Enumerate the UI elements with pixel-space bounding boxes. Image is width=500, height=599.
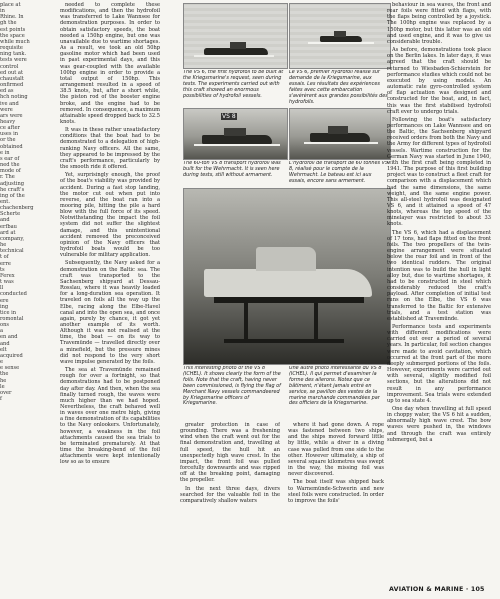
cropped-line: erre	[0, 260, 11, 267]
cropped-line: ning tank.	[0, 51, 27, 58]
cropped-line: requisite	[0, 45, 23, 52]
cropped-line: or the	[0, 137, 16, 144]
cropped-line: erfbau	[0, 223, 17, 230]
cropped-line: ons	[0, 322, 9, 329]
cropped-line: Ferex	[0, 272, 15, 279]
paragraph: behaviour in sea waves, the front and rear foils were fitted with flaps, with the flaps being controlled by a joystick. The 100hp engine was replaced by a 150hp motor, but this latter was an old and used engine, and it was to give us considerable trouble.	[387, 2, 491, 45]
cropped-line: Scherte	[0, 211, 21, 218]
text-column-3	[288, 422, 384, 582]
left-cropped-column	[0, 2, 40, 592]
cropped-line: he	[0, 377, 7, 384]
cropped-line: chaustalt	[0, 75, 24, 82]
cropped-line: t of	[0, 254, 9, 261]
cropped-line: heavy	[0, 118, 16, 125]
paragraph: Yet, surprisingly enough, the proof of the boat's viability was provided by accident. During a fast stop landing, the motor cut out when put into reverse, and the boat ran into a mooring pile, hitting the pile a hard blow with the full force of its speed. Notwithstanding the impact the foil system did not suffer the slightest damage, and this unintentional accident removed the preconceived opinion of the Navy officers that hydrofoil boats would be too vulnerable for military application.	[60, 172, 160, 259]
paragraph: Following the boat's satisfactory performances on Lake Wannsee and on the Baltic, the Sachsenberg shipyard received orders from both the Navy and the Army for different types of hydrofoil vessels. Wartime construction for the German Navy was started in June 1940, with the first craft being completed in 1941. The purpose of this first building project was to construct a fleet craft for comparison with a displacement which had the same dimensions, the same weight, and the same engine power. This all-steel hydrofoil was designated VS 6, and it attained a speed of 47 knots, whereas the top speed of the minelayer was restricted to about 33 knots.	[387, 116, 491, 228]
text-column-1	[60, 2, 160, 577]
cropped-line: e	[0, 359, 4, 366]
paragraph: As before, demonstrations took place on the Berlin lakes. In later days, it was agreed that the craft should be returned to Wiesbaden-Schierstein for performance studies which could not be executed by using models. An automatic rate gyro-controlled system of flap actuation was designed and constructed for the boat, and, in fact, this was the first stabilised hydrofoil craft ever to undergo trials.	[387, 47, 491, 115]
cropped-line: e sense	[0, 365, 20, 372]
cropped-line: the space	[0, 32, 25, 39]
cropped-line: in	[0, 8, 5, 15]
cropped-line: ing	[0, 303, 9, 310]
cropped-line: tests were	[0, 57, 27, 64]
text-column-2	[180, 422, 280, 582]
cropped-line: ed out at	[0, 69, 23, 76]
photo-number-badge: VS 8	[222, 113, 236, 120]
cropped-line: hch noting	[0, 94, 28, 101]
paragraph: Performance tests and experiments with different modifications were carried out over a period of several years. In particular, foil section changes were made to avoid cavitation, which occurred at the front part of the more deeply submerged portions of the foils. However, experiments were carried out with several, slightly modified foil sections, but the alterations did not result in any performance improvement. Sea trials were extended up to sea state 4.	[387, 323, 491, 404]
cropped-line: tice in	[0, 309, 17, 316]
paragraph: greater protection in case of grounding. There was a freshening wind when the craft went out for the final demonstration and, travelling at full speed, the hull hit an unexpectedly high wave crest. In the impact, the front foil was pulled forcefully downwards and was ripped off at the breaking point, damaging the propeller.	[180, 422, 280, 484]
photo-vs6-hull	[183, 3, 288, 69]
paragraph: It was in these rather unsatisfactory conditions that the boat had to be demonstrated to a delegation of high-ranking Navy officers. All the same, they appeared to be impressed by the craft's performance, particularly by the smooth ride it offered.	[60, 127, 160, 171]
cropped-line: and	[0, 340, 10, 347]
cropped-line: elt	[0, 346, 7, 353]
caption-english: The 60-ton VS 8 transport hydrofoil was built for the Wehrmacht. It is seen here during tests, still without armament.	[183, 161, 281, 178]
cropped-line: place at	[0, 2, 21, 8]
cropped-line: technical	[0, 248, 24, 255]
cropped-line: chachenberg	[0, 205, 34, 212]
cropped-line: company,	[0, 235, 25, 242]
cropped-line: ing of the	[0, 192, 25, 199]
cropped-line: and	[0, 217, 10, 224]
caption-french: Le VS 6, premier hydrofoil réalisé sur demande de la Kriegsmarine, aux essais. Les résultats des expériences faites avec cette embarcation s'avérèrent aux grandes possibilités des hydrofoils.	[289, 70, 388, 105]
caption-french: Une autre photo intéressante du VS 8 (ICHEL). Il qui permet d'examiner la forme des ailerons. Notez que ce bâtiment, n'étant jamais entré en service, se pavillon des vestes de la marine marchande commandées par des officiers de la Kriegsmarine.	[289, 366, 382, 407]
cropped-line: onfirmed	[0, 82, 24, 89]
cropped-line: uses in	[0, 131, 19, 138]
cropped-line: ars were	[0, 112, 23, 119]
cropped-line: a	[0, 328, 4, 335]
cropped-line: romontal	[0, 315, 24, 322]
cropped-line: ere	[0, 297, 9, 304]
cropped-line: ned the	[0, 162, 20, 169]
cropped-line: ive and	[0, 100, 19, 107]
caption-french: L'hydrofoil de transport de 60 tonnes VS 8, réalisé pour le compte de la Wehrmacht. Le bateau est ici aux essais, encore sans armement.	[289, 161, 389, 184]
cropped-line: he craft's	[0, 186, 25, 193]
cropped-line: ce after	[0, 125, 20, 132]
paragraph: where it had gone down. A rope was fastened between two ships, and the ships moved forward little by little, while a diver in a diving case was pulled from one side to the other. However ultimately, a ship of several square kilometres was swept in the way, the missing foil was never discovered.	[288, 422, 384, 478]
caption-english: This interesting photo of the VS 8 (ICHEL). It shows clearly the form of the foils. Note that the craft, having never been commissioned, is flying the flag of Merchant Navy vessels commandeered by Kriegsmarine officers of Kriegsmarine.	[183, 366, 281, 407]
cropped-line: est points	[0, 26, 26, 33]
cropped-line: ts	[0, 266, 5, 273]
cropped-line: he	[0, 242, 7, 249]
cropped-line: were	[0, 106, 13, 113]
cropped-line: le	[0, 383, 5, 390]
paragraph: One day when travelling at full speed in choppy water, the VS 6 hit a sudden, abnormally high wave crest. The bow waves were pushed in, the windows and through the craft was entirely submerged, but a	[387, 406, 491, 443]
cropped-line: ard at	[0, 229, 16, 236]
cropped-line: over	[0, 389, 12, 396]
cropped-line: control	[0, 63, 19, 70]
cropped-line: the	[0, 371, 9, 378]
cropped-line: mode of	[0, 168, 21, 175]
paragraph: The sea at Travemünde remained rough for over a fortnight, so that demonstrations had to be postponed day after day. And then, when the sea finally turned rough, the waves were much higher than we had hoped. Nevertheless, the craft behaved well in waves over one metre high, giving a fine demonstration of its capabilities to the Navy onlookers. Unfortunately, however, a weakness in the foil attachments caused the sea trials to be terminated prematurely. At that time the breaking-bend of the foil attachments were kept intentionally low so as to ensure	[60, 367, 160, 466]
photo-vs8-tests	[183, 108, 288, 160]
paragraph: The boat itself was shipped back to Warnemünde-Schwerin and new steel foils were constructed. In order to improve the foils'	[288, 479, 384, 504]
text-column-4	[387, 2, 491, 577]
cropped-line: conducted	[0, 291, 27, 298]
photo-vs6-on-water	[289, 3, 391, 69]
paragraph: Subsequently, the Navy asked for a demonstration on the Baltic sea. The craft was transported to the Sachsenberg shipyard at Dessau-Rosslau, where it was heavily loaded for a long-duration sea operation. It traveled on foils all the way up the Elbe, racing along the Elbe-Havel canal and into the open sea, and once again, purely by chance, it got yet another example of its worth. Although it was not realised at the time, the boat — on its way to Travemünde — travelled directly over a minefield, but the pressure mines did not respond to the very short wave impulse generated by the foils.	[60, 260, 160, 365]
photo-vs8-foils	[289, 108, 391, 160]
cropped-line: ed as	[0, 88, 14, 95]
cropped-line: t was	[0, 279, 14, 286]
paragraph: needed to complete these modifications, and then the hydrofoil was transferred to Lake Wannsee for demonstration purposes. In order to obtain satisfactory speeds, the boat needed a 150hp engine, but one was unavailable due to wartime shortages. As a result, we took an old 50hp gasoline motor which had been used in past experimental days, and this was gear-coupled with the available 100hp engine in order to provide a total output of 150hp. This arrangement resulted in a speed of 38.5 knots, but, after a short while, the piston rod of the booster engine broke, and the engine had to be removed. In consequence, a maximum attainable speed dropped back to 32.5 knots.	[60, 2, 160, 125]
cropped-line: ent.	[0, 199, 10, 205]
cropped-line: acquired	[0, 352, 23, 359]
cropped-line: s ear of	[0, 155, 20, 162]
paragraph: The VS 6, which had a displacement of 17 tons, had flaps fitted on the front foils. The two propellers of the twin-engine arrangement were situated below the rear foil and in front of the two identical rudders. The original intention was to build the hull in light alloy but, due to wartime shortages, it had to be constructed in steel which considerably reduced the craft's payload. After completion of initial test runs on the Elbe, the VS 6 was transferred to the Baltic for extensive trials, and a test station was established at Travemünde.	[387, 229, 491, 322]
cropped-line: Rhine. In	[0, 14, 24, 21]
cropped-line: adjusting	[0, 180, 24, 187]
cropped-line: gh the	[0, 20, 17, 27]
cropped-line: en and	[0, 334, 18, 341]
cropped-line: ll	[0, 285, 4, 292]
cropped-line: e in	[0, 149, 10, 156]
page-footer: AVIATION & MARINE · 105	[389, 586, 485, 593]
photo-vs8-large	[183, 188, 391, 365]
paragraph: In the next three days, divers searched for the valuable foil in the comparatively shallow waters	[180, 485, 280, 504]
cropped-line: r. The	[0, 174, 15, 181]
cropped-line: while much	[0, 38, 30, 45]
cropped-line: f	[0, 396, 2, 402]
caption-english: The VS 6, the first hydrofoil to be built at the Kriegsmarine's request, seen during tests. The experiments carried out with this craft showed an enormous possibilities of hydrofoil vessels.	[183, 70, 284, 99]
cropped-line: obtained	[0, 143, 23, 150]
